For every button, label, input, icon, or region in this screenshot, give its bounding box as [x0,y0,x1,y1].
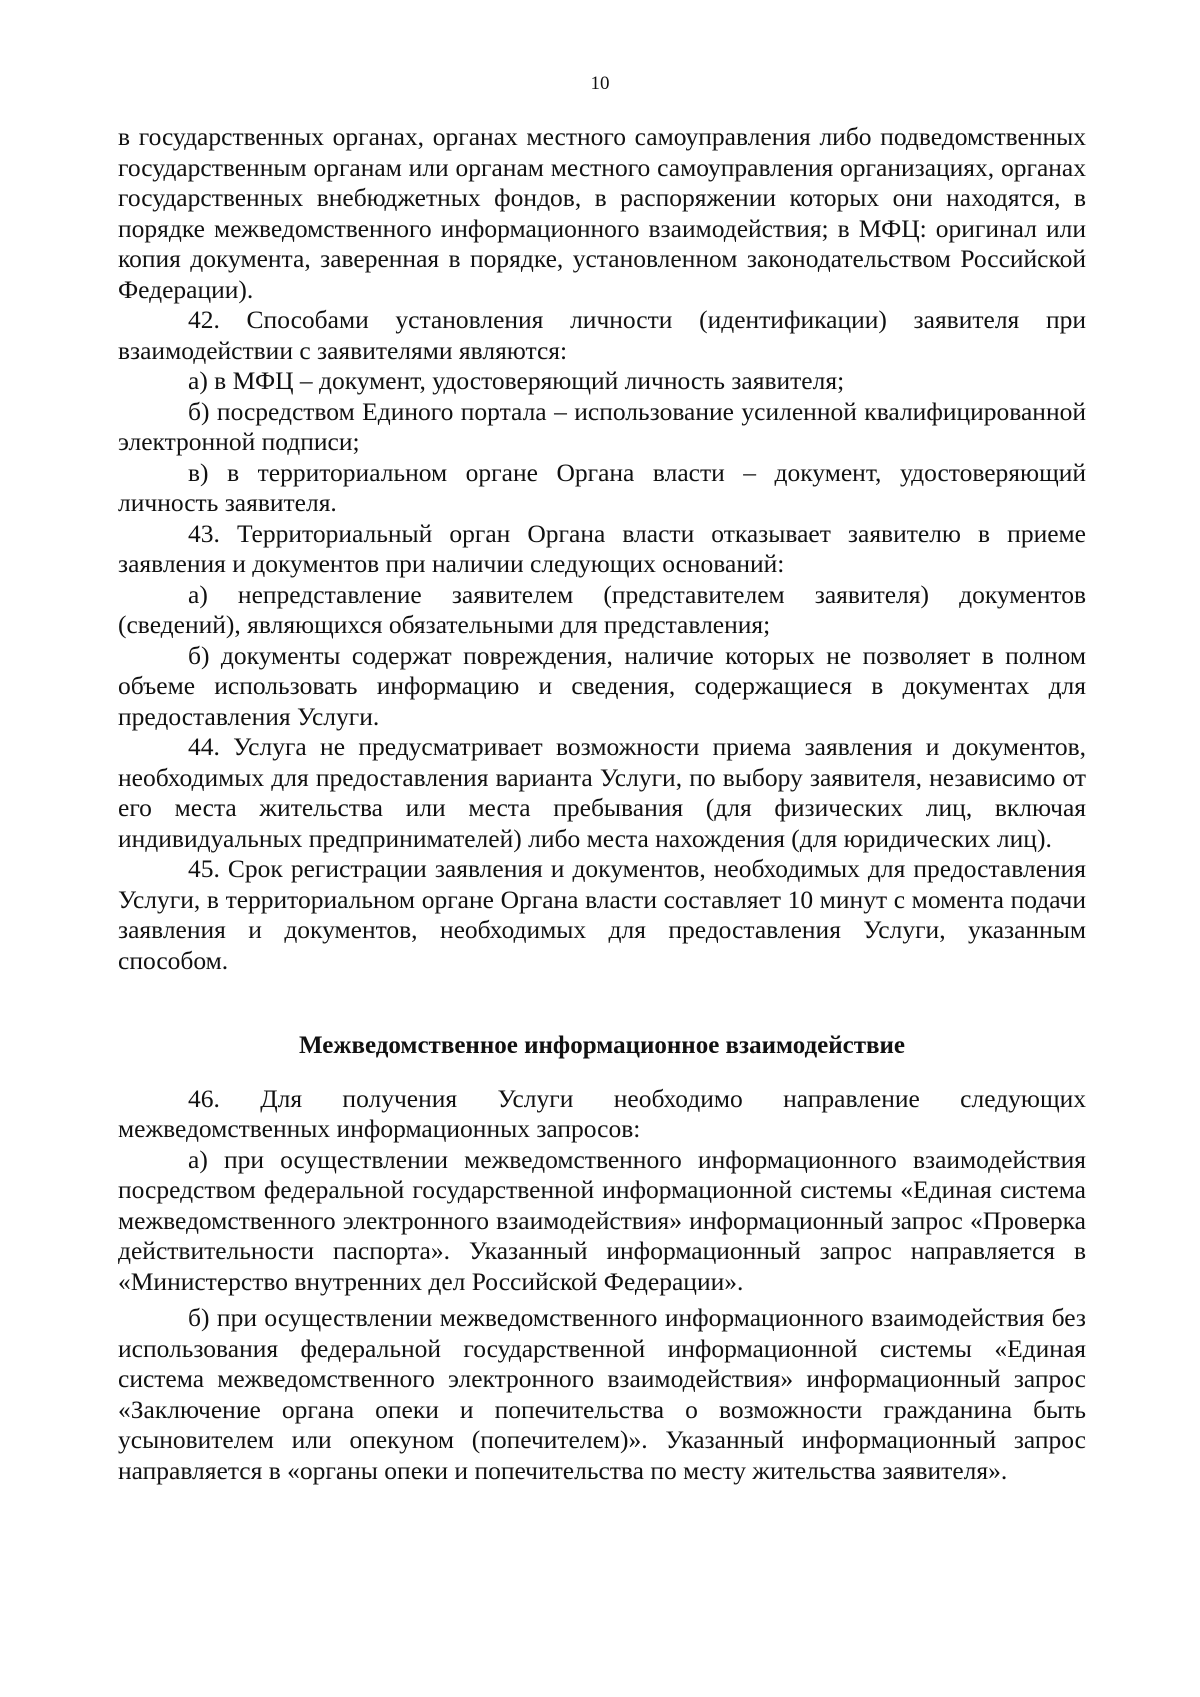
paragraph-43-a: а) непредставление заявителем (представителем заявителя) документов (сведений), являющихся обязательными для представления; [118,579,1086,639]
paragraph-45: 45. Срок регистрации заявления и документов, необходимых для предоставления Услуги, в территориальном органе Органа власти составляет 10 минут с момента подачи заявления и документов, необходимых для предоставления Услуги, указанным способом. [118,854,1086,975]
paragraph-46-a: а) при осуществлении межведомственного информационного взаимодействия посредством федеральной государственной информационной системы «Единая система межведомственного электронного взаимодействия» информационный запрос «Проверка действительности паспорта». Указанный информационный запрос направляется в «Министерство внутренних дел Российской Федерации». [118,1144,1086,1296]
paragraph-42-b: б) посредством Единого портала – использование усиленной квалифицированной электронной подписи; [118,396,1086,456]
paragraph-46: 46. Для получения Услуги необходимо направление следующих межведомственных информационных запросов: [118,1083,1086,1143]
paragraph-42-v: в) в территориальном органе Органа власти – документ, удостоверяющий личность заявителя. [118,457,1086,517]
paragraph-continuation: в государственных органах, органах местного самоуправления либо подведомственных государственным органам или органам местного самоуправления организациях, органах государственных внебюджетных фондов, в распоряжении которых они находятся, в порядке межведомственного информационного взаимодействия; в МФЦ: оригинал или копия документа, заверенная в порядке, установленном законодательством Российской Федерации). [118,122,1086,304]
paragraph-43-b: б) документы содержат повреждения, наличие которых не позволяет в полном объеме использовать информацию и сведения, содержащиеся в документах для предоставления Услуги. [118,640,1086,731]
paragraph-44: 44. Услуга не предусматривает возможности приема заявления и документов, необходимых для предоставления варианта Услуги, по выбору заявителя, независимо от его места жительства или места пребывания (для физических лиц, включая индивидуальных предпринимателей) либо места нахождения (для юридических лиц). [118,732,1086,853]
paragraph-46-b: б) при осуществлении межведомственного информационного взаимодействия без использования федеральной государственной информационной системы «Единая система межведомственного электронного взаимодействия» информационный запрос «Заключение органа опеки и попечительства о возможности гражданина быть усыновителем или опекуном (попечителем)». Указанный информационный запрос направляется в «органы опеки и попечительства по месту жительства заявителя». [118,1303,1086,1485]
paragraph-42-a: а) в МФЦ – документ, удостоверяющий личность заявителя; [188,366,845,395]
paragraph-43: 43. Территориальный орган Органа власти отказывает заявителю в приеме заявления и документов при наличии следующих оснований: [118,518,1086,578]
page-number: 10 [590,73,610,94]
paragraph-42: 42. Способами установления личности (идентификации) заявителя при взаимодействии с заявителями являются: [118,305,1086,365]
section-heading: Межведомственное информационное взаимодействие [299,1032,905,1059]
document-body [118,122,1086,1486]
